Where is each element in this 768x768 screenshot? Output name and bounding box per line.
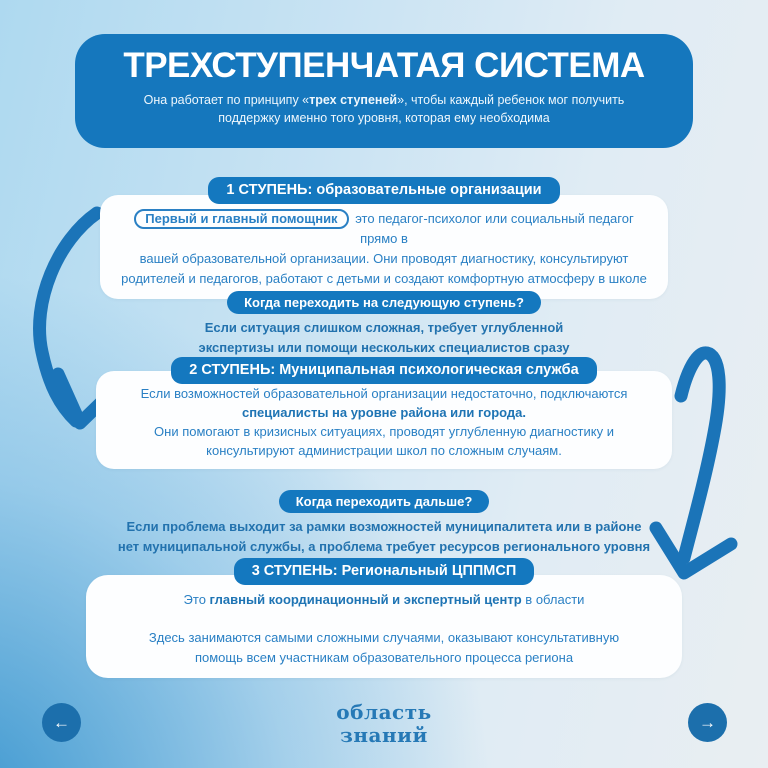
transition-1-line: Если ситуация слишком сложная, требует углубленной bbox=[204, 320, 564, 335]
transition-1-pill-label: Когда переходить на следующую ступень? bbox=[244, 295, 524, 310]
step-3-pill bbox=[234, 558, 535, 585]
header-subtitle bbox=[114, 91, 654, 127]
step-2-section bbox=[0, 357, 768, 469]
subtitle-bold-text: трех ступеней bbox=[309, 93, 398, 107]
header-card bbox=[75, 34, 693, 148]
transition-1-text bbox=[199, 318, 570, 358]
blank-line bbox=[116, 610, 652, 628]
step-2-pill-label: 2 СТУПЕНЬ: Муниципальная психологическая служба bbox=[189, 362, 579, 378]
transition-2-pill-label: Когда переходить дальше? bbox=[295, 494, 473, 509]
transition-1-pill bbox=[227, 291, 541, 314]
brand-logo bbox=[0, 701, 768, 747]
prev-slide-button[interactable] bbox=[42, 703, 81, 742]
step-3-pill-label: 3 СТУПЕНЬ: Региональный ЦППМСП bbox=[251, 563, 517, 579]
step-3-line bbox=[116, 590, 652, 610]
page-title: ТРЕХСТУПЕНЧАТАЯ СИСТЕМА bbox=[123, 46, 645, 85]
subtitle-text: », чтобы каждый ребенок мог получить bbox=[397, 93, 625, 107]
step-2-card bbox=[96, 371, 672, 469]
step-2-line: Они помогают в кризисных ситуациях, проводят углубленную диагностику и bbox=[154, 424, 614, 439]
next-slide-button[interactable] bbox=[688, 703, 727, 742]
step-1-line bbox=[120, 209, 648, 249]
step-1-line: вашей образовательной организации. Они проводят диагностику, консультируют bbox=[139, 251, 629, 266]
step-1-badge: Первый и главный помощник bbox=[134, 209, 348, 229]
step-3-card bbox=[86, 575, 682, 678]
step-3-bold-text: главный координационный и экспертный центр bbox=[209, 592, 522, 607]
transition-1-line: экспертизы или помощи нескольких специалистов сразу bbox=[198, 340, 570, 355]
step-3-section bbox=[0, 558, 768, 678]
step-1-pill-label: 1 СТУПЕНЬ: образовательные организации bbox=[226, 182, 542, 198]
brand-logo-line: знаний bbox=[340, 723, 428, 747]
subtitle-text: поддержку именно того уровня, которая ему необходима bbox=[218, 111, 550, 125]
step-1-pill bbox=[208, 177, 559, 204]
transition-2-section bbox=[0, 490, 768, 557]
arrow-right-icon: → bbox=[699, 712, 716, 732]
step-1-section bbox=[0, 177, 768, 299]
step-2-bold-line: специалисты на уровне района или города. bbox=[241, 405, 527, 420]
transition-2-pill bbox=[279, 490, 490, 513]
transition-2-line: Если проблема выходит за рамки возможностей муниципалитета или в районе bbox=[126, 519, 642, 534]
subtitle-text: Она работает по принципу « bbox=[143, 93, 310, 107]
brand-logo-line: область bbox=[336, 700, 432, 724]
step-3-line: Здесь занимаются самыми сложными случаями, оказывают консультативную bbox=[148, 630, 620, 645]
step-3-text: в области bbox=[521, 592, 585, 607]
step-2-line: Если возможностей образовательной организации недостаточно, подключаются bbox=[140, 386, 628, 401]
step-3-line: помощь всем участникам образовательного процесса региона bbox=[194, 650, 574, 665]
step-1-card bbox=[100, 195, 668, 299]
arrow-left-icon: ← bbox=[53, 712, 70, 732]
step-2-line: консультируют администрации школ по сложным случаям. bbox=[206, 443, 562, 458]
step-3-text: Это bbox=[183, 592, 210, 607]
step-2-pill bbox=[171, 357, 596, 384]
transition-2-text bbox=[118, 517, 650, 557]
step-1-text: это педагог-психолог или социальный педагог прямо в bbox=[355, 211, 634, 246]
transition-2-line: нет муниципальной службы, а проблема требует ресурсов регионального уровня bbox=[117, 539, 651, 554]
transition-1-section bbox=[0, 291, 768, 358]
step-1-line: родителей и педагогов, работают с детьми и создают комфортную атмосферу в школе bbox=[121, 271, 647, 286]
